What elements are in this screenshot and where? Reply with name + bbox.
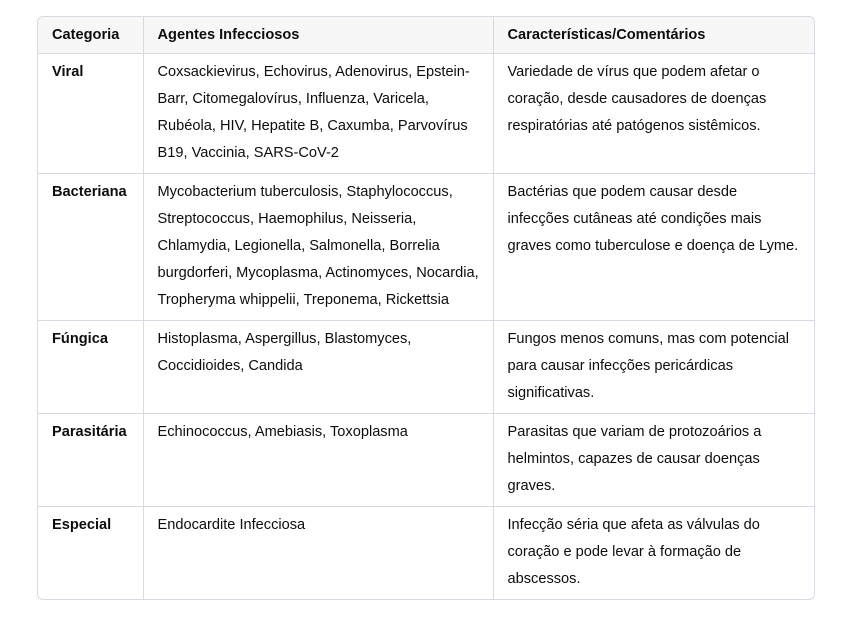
row-category: Bacteriana	[38, 174, 143, 321]
row-category: Viral	[38, 54, 143, 174]
row-agents: Mycobacterium tuberculosis, Staphylococcus, Streptococcus, Haemophilus, Neisseria, Chlamydia, Legionella, Salmonella, Borrelia burgdorferi, Mycoplasma, Actinomyces, Nocardia, Tropheryma whippelii, Treponema, Rickettsia	[143, 174, 493, 321]
table-row	[38, 54, 814, 174]
infectious-agents-table-container	[37, 16, 815, 600]
table-row	[38, 321, 814, 414]
row-comments: Parasitas que variam de protozoários a helmintos, capazes de causar doenças graves.	[493, 414, 814, 507]
row-comments: Bactérias que podem causar desde infecções cutâneas até condições mais graves como tuberculose e doença de Lyme.	[493, 174, 814, 321]
table-row	[38, 174, 814, 321]
header-agentes: Agentes Infecciosos	[143, 17, 493, 54]
infectious-agents-table	[38, 17, 814, 599]
row-category: Parasitária	[38, 414, 143, 507]
table-row	[38, 507, 814, 600]
row-agents: Echinococcus, Amebiasis, Toxoplasma	[143, 414, 493, 507]
row-agents: Coxsackievirus, Echovirus, Adenovirus, Epstein-Barr, Citomegalovírus, Influenza, Varicela, Rubéola, HIV, Hepatite B, Caxumba, Parvovírus B19, Vaccinia, SARS-CoV-2	[143, 54, 493, 174]
row-agents: Endocardite Infecciosa	[143, 507, 493, 600]
row-agents: Histoplasma, Aspergillus, Blastomyces, Coccidioides, Candida	[143, 321, 493, 414]
row-comments: Fungos menos comuns, mas com potencial para causar infecções pericárdicas significativas.	[493, 321, 814, 414]
row-category: Especial	[38, 507, 143, 600]
header-caracteristicas: Características/Comentários	[493, 17, 814, 54]
header-categoria: Categoria	[38, 17, 143, 54]
row-comments: Variedade de vírus que podem afetar o coração, desde causadores de doenças respiratórias até patógenos sistêmicos.	[493, 54, 814, 174]
table-header-row	[38, 17, 814, 54]
row-comments: Infecção séria que afeta as válvulas do coração e pode levar à formação de abscessos.	[507, 517, 760, 587]
table-row	[38, 414, 814, 507]
row-category: Fúngica	[38, 321, 143, 414]
